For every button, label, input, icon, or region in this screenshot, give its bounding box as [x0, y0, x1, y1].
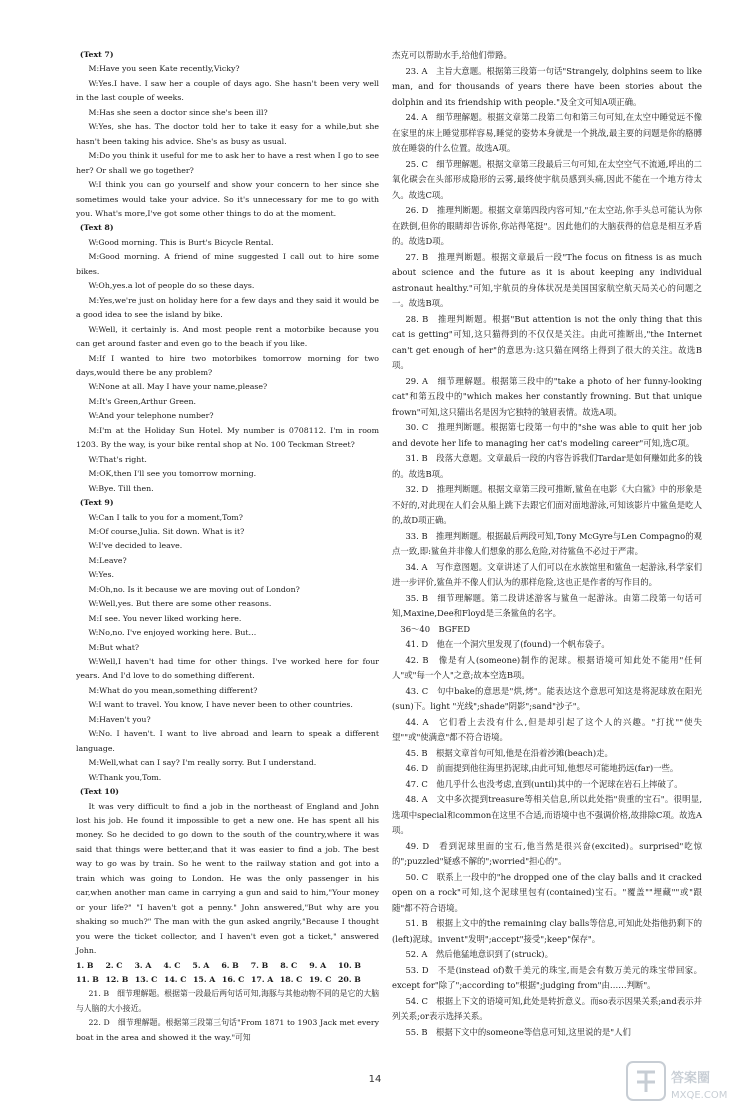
paragraph: W:Bye. Till then.: [88, 483, 154, 493]
paragraph: M:Well,what can I say? I'm really sorry. But I understand.: [88, 758, 317, 768]
paragraph: M:OK,then I'll see you tomorrow morning.: [88, 469, 257, 479]
answer-key-item: 14. C: [163, 975, 187, 984]
paragraph: 53. D 不是(instead of)数千美元的珠宝,而是会有数万美元的珠宝带回家。except for"除了";according to"根据";judging from"由……判断"。: [392, 964, 702, 990]
answer-key-row: [76, 973, 379, 987]
answer-key-row: [76, 959, 379, 973]
answer-key-item: 5. A: [192, 960, 210, 970]
paragraph: W:Can I talk to you for a moment,Tom?: [88, 512, 243, 522]
section-heading: (Text 8): [79, 223, 114, 233]
answer-key-item: 10. B: [338, 960, 361, 970]
paragraph: 29. A 细节理解题。根据第三段中的"take a photo of her funny-looking cat"和第五段中的"which makes her constantly frowning. But that unique frown"可知,这只猫出名是因为它独特的皱眉表情。故选A项。: [392, 375, 702, 417]
paragraph: 31. B 段落大意题。文章最后一段的内容告诉我们Tardar是如何赚如此多的钱的。故选B项。: [392, 453, 702, 479]
section-heading: (Text 7): [79, 50, 114, 59]
paragraph: 52. A 然后他猛地意识到了(struck)。: [405, 949, 553, 959]
paragraph: 24. A 细节理解题。根据文章第二段第二句和第三句可知,在太空中睡觉远不像在家里的床上睡觉那样容易,睡觉的姿势本身就是一个挑战,最主要的问题是你的胳膊放在睡袋的什么位置。故选A项。: [392, 112, 702, 153]
answer-key-item: 1. B: [76, 960, 94, 970]
paragraph: 43. C 句中bake的意思是"烘,烤"。能表达这个意思可知这是将泥球放在阳光(sun)下。light "光线";shade"阴影";sand"沙子"。: [392, 685, 702, 711]
paragraph: 49. D 看到泥球里面的宝石,他当然是很兴奋(excited)。surprised"吃惊的";puzzled"疑惑不解的";worried"担心的"。: [392, 840, 702, 866]
paragraph: M:Do you think it useful for me to ask her to have a rest when I go to see her? Or shall we go together?: [76, 151, 379, 175]
paragraph: W:Thank you,Tom.: [88, 772, 162, 782]
paragraph: W:Yes.I have. I saw her a couple of days ago. She hasn't been very well in the last couple of weeks.: [76, 78, 379, 103]
section-heading: (Text 10): [79, 787, 119, 797]
answer-key-item: 12. B: [105, 975, 129, 984]
paragraph: 55. B 根据下文中的someone等信息可知,这里说的是"人们: [405, 1026, 631, 1037]
paragraph: M:I'm at the Holiday Sun Hotel. My number is 0708112. I'm in room 1203. By the way, is your bike rental shop at No. 100 Teckman Street?: [76, 425, 379, 450]
answer-key-item: 16. C: [221, 975, 245, 984]
answer-key-item: 2. C: [105, 960, 123, 970]
paragraph: W:None at all. May I have your name,please?: [88, 382, 268, 392]
paragraph: M:Haven't you?: [88, 714, 151, 724]
paragraph: 25. C 细节理解题。根据文章第三段最后三句可知,在太空空气不流通,呼出的二氧化碳会在头部形成隐形的云雾,最终使宇航员感到头痛,因此不能在一个地方待太久。故选C项。: [392, 158, 702, 200]
answer-key-item: 9. A: [309, 960, 327, 970]
paragraph: 杰克可以帮助水手,给他们带路。: [392, 50, 512, 60]
page-number: 14: [368, 1074, 382, 1085]
paragraph: 54. C 根据上下文的语境可知,此处是转折意义。而so表示因果关系;and表示并列关系;or表示选择关系。: [392, 995, 702, 1021]
paragraph: M:It's Green,Arthur Green.: [88, 396, 197, 406]
paragraph: W:And your telephone number?: [88, 411, 214, 421]
paragraph: 35. B 细节理解题。第二段讲述游客与鲨鱼一起游泳。由第二段第一句话可知,Maxine,Dee和Floyd是三条鲨鱼的名字。: [392, 592, 702, 618]
answer-key-item: 7. B: [250, 960, 269, 970]
paragraph: M:Yes,we're just on holiday here for a few days and they said it would be a good idea to see the island by bike.: [76, 295, 379, 320]
paragraph: 30. C 推理判断题。根据第七段第一句中的"she was able to quit her job and devote her life to managing her cat's modeling career"可知,选C项。: [392, 422, 702, 448]
section-heading: (Text 9): [79, 498, 114, 508]
paragraph: M:Leave?: [88, 555, 127, 565]
paragraph: M:Have you seen Kate recently,Vicky?: [88, 64, 240, 74]
paragraph: 46. D 前面提到他往海里扔泥球,由此可知,他想尽可能地扔远(far)一些。: [405, 763, 679, 773]
paragraph: 26. D 推理判断题。根据文章第四段内容可知,"在太空站,你手头总可能认为你在跌倒,但你的眼睛却告诉你,你站得笔挺"。因此他们的大脑获得的信息是相互矛盾的。故选D项。: [392, 205, 702, 246]
paragraph: 42. B 像是有人(someone)制作的泥球。根据语境可知此处不能用"任何人"或"每一个人"之意;故本空选B项。: [392, 654, 702, 680]
paragraph: 36～40 BGFED: [392, 623, 471, 634]
paragraph: M:Of course,Julia. Sit down. What is it?: [88, 526, 245, 536]
paragraph: 22. D 细节理解题。根据第三段第三句话"From 1871 to 1903 Jack met every boat in the area and showed it the way."可知: [76, 1018, 379, 1042]
paragraph: M:Has she seen a doctor since she's been ill?: [88, 107, 268, 117]
paragraph: 41. D 他在一个洞穴里发现了(found)一个帆布袋子。: [405, 639, 610, 649]
paragraph: W:Yes.: [88, 570, 114, 580]
paragraph: W:Well,yes. But there are some other reasons.: [88, 599, 272, 609]
watermark-logo: [625, 1058, 740, 1106]
paragraph: W:Good morning. This is Burt's Bicycle Rental.: [88, 237, 274, 247]
paragraph: W:I've decided to leave.: [88, 541, 183, 551]
paragraph: 47. C 他几乎什么也没考虑,直到(until)其中的一个泥球在岩石上摔破了。: [405, 778, 683, 789]
paragraph: 51. B 根据上文中的the remaining clay balls等信息,可知此处指他扔剩下的(left)泥球。invent"发明";accept"接受";keep"保存"。: [392, 918, 702, 944]
paragraph: It was very difficult to find a job in the northeast of England and John lost his job. He found it impossible to get a new one. He has spent all his money. So he decided to go down to the south of the country,where it was said that things were better,and that it was easier to find a job. The best way to go was by train. So he went to the railway station and got into a train which was going to London. He was the only passenger in his car,when another man came in carrying a gun and said to him,"Your money or your life?" "I haven't got a penny." John answered,"But why are you shaking so much?" The man with the gun asked angrily,"Because I thought you were the ticket collector, and I haven't even got a ticket," answered John.: [76, 801, 379, 956]
paragraph: 33. B 推理判断题。根据最后两段可知,Tony McGyre与Len Compagno的观点一致,即:鲨鱼并非像人们想象的那么危险,对待鲨鱼不必过于严肃。: [392, 530, 702, 556]
answer-key-item: 4. C: [163, 960, 181, 970]
right-column: [392, 48, 702, 1040]
paragraph: M:What do you mean,something different?: [88, 685, 258, 695]
watermark-text-cn: 答案圈: [671, 1071, 711, 1086]
paragraph: M:Good morning. A friend of mine suggested I call out to hire some bikes.: [76, 252, 379, 276]
answer-key-item: 13. C: [134, 975, 158, 984]
paragraph: M:If I wanted to hire two motorbikes tomorrow morning for two days,would there be any problem?: [76, 353, 379, 377]
answer-key-item: 18. C: [279, 975, 303, 984]
paragraph: W:Oh,yes.a lot of people do so these days.: [88, 281, 255, 291]
paragraph: W:I think you can go yourself and show your concern to her since she sometimes would take your advice. So it's unnecessary for me to go with you. What's more,I've got some other things to do at the moment.: [76, 180, 379, 218]
answer-key-item: 3. A: [134, 960, 152, 970]
paragraph: W:That's right.: [88, 454, 147, 464]
answer-key-item: 8. C: [280, 960, 298, 970]
paragraph: M:But what?: [88, 642, 140, 652]
answer-key-item: 6. B: [221, 960, 239, 970]
paragraph: 50. C 联系上一段中的"he dropped one of the clay balls and it cracked open on a rock"可知,这个泥球里包有(contained)宝石。"覆盖""埋藏""或"跟随"都不符合语境。: [392, 871, 702, 913]
paragraph: W:No. I haven't. I want to live abroad and learn to speak a different language.: [76, 729, 379, 753]
left-column: [76, 48, 379, 1045]
paragraph: 34. A 写作意图题。文章讲述了人们可以在水族馆里和鲨鱼一起游泳,科学家们进一步评价,鲨鱼并不像人们认为的那样危险,这也正是作者的写作目的。: [392, 561, 702, 587]
paragraph: W:Well, it certainly is. And most people rent a motorbike because you can get around faster and even go to the beach if you like.: [76, 324, 379, 349]
answer-key-item: 15. A: [193, 975, 216, 984]
paragraph: W:Yes, she has. The doctor told her to take it easy for a while,but she hasn't been taking his advice. She's as busy as usual.: [76, 122, 379, 146]
paragraph: 23. A 主旨大意题。根据第三段第一句话"Strangely, dolphins seem to like man, and for thousands of years there have been stories about the dolphin and its friendship with people."及全文可知A项正确。: [392, 65, 702, 107]
answer-key-item: 19. C: [308, 975, 332, 984]
paragraph: W:No,no. I've enjoyed working here. But…: [88, 628, 257, 638]
paragraph: 45. B 根据文章首句可知,他是在沿着沙滩(beach)走。: [405, 747, 613, 758]
paragraph: 28. B 推理判断题。根据"But attention is not the only thing that this cat is getting"可知,这只猫得到的不仅仅是关注。由此可推断出,"the Internet can't get enough of her"的意思为:这只猫在网络上得到了很大的关注。故选B项。: [392, 313, 702, 370]
paragraph: 32. D 推理判断题。根据文章第三段可推断,鲨鱼在电影《大白鲨》中的形象是不好的,对此现在人们会从船上跳下去跟它们面对面地游泳,可知该影片中鲨鱼是吃人的,故D项正确。: [392, 484, 702, 525]
paragraph: M:I see. You never liked working here.: [88, 613, 242, 623]
answer-key-item: 11. B: [76, 975, 99, 984]
answer-key-item: 17. A: [250, 975, 274, 984]
paragraph: 21. B 细节理解题。根据第一段最后两句话可知,海豚与其他动物不同的是它的大脑与人脑的大小接近。: [76, 989, 379, 1013]
paragraph: W:Well,I haven't had time for other things. I've worked here for four years. And I'd love to do something different.: [76, 657, 379, 681]
answer-key-item: 20. B: [338, 975, 361, 984]
paragraph: 44. A 它们看上去没有什么,但是却引起了这个人的兴趣。"打扰""使失望""或"使满意"都不符合语境。: [392, 716, 702, 742]
paragraph: 27. B 推理判断题。根据文章最后一段"The focus on fitness is as much about science and the future as it is about keeping any individual astronaut healthy."可知,宇航员的身体状况是美国国家航空航天局关心的问题之一。故选B项。: [392, 251, 702, 308]
paragraph: 48. A 文中多次提到treasure等相关信息,所以此处指"贵重的宝石"。很明显,选项中special和common在这里不合适,而语境中也不强调价格,故排除C项。故选A项。: [392, 794, 702, 835]
paragraph: W:I want to travel. You know, I have never been to other countries.: [88, 700, 353, 710]
paragraph: M:Oh,no. Is it because we are moving out of London?: [88, 584, 300, 594]
watermark-text-en: MXQE.COM: [671, 1090, 728, 1101]
